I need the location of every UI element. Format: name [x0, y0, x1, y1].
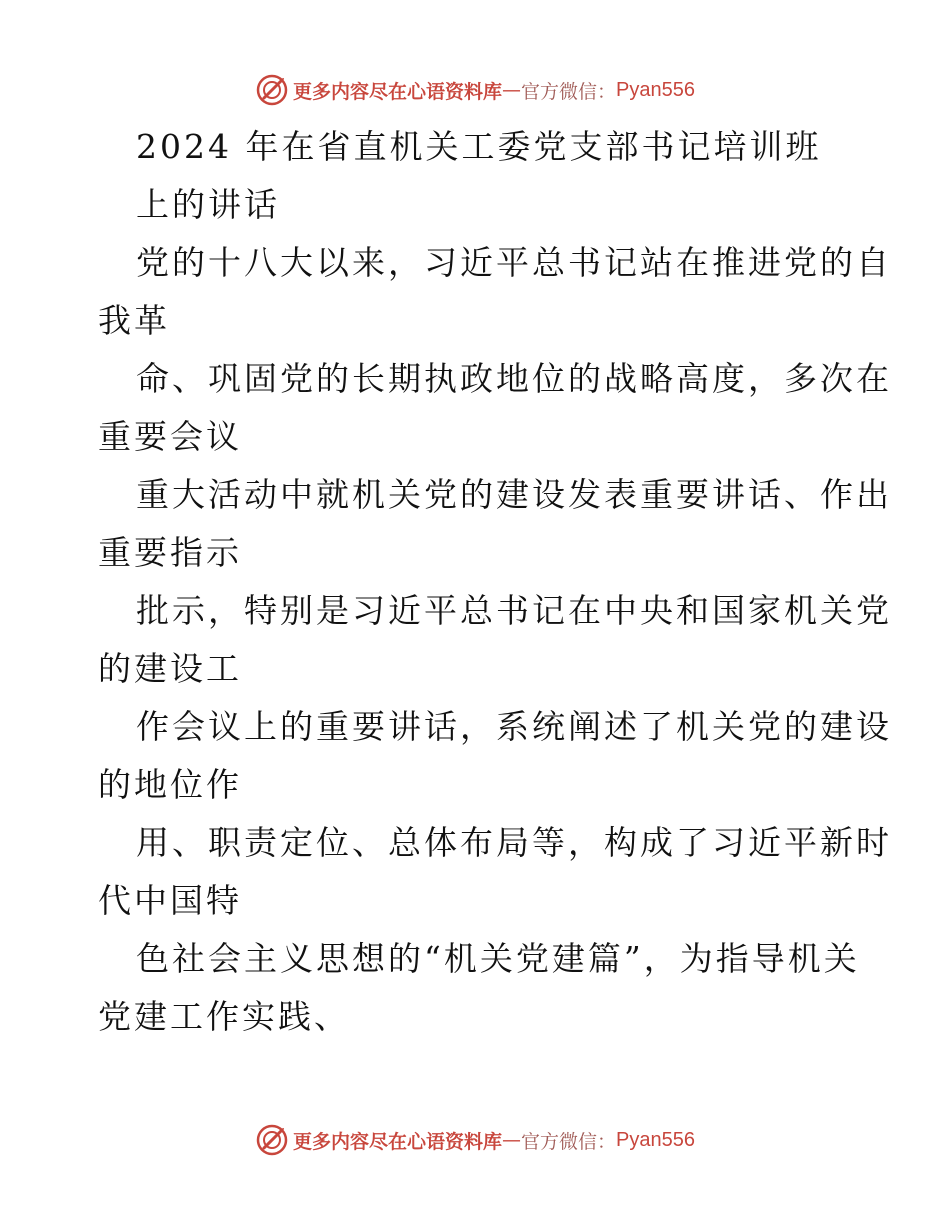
paragraph-line: 党建工作实践、: [98, 997, 350, 1036]
paragraph-line: 的建设工: [98, 649, 242, 688]
watermark-wechat-label: 官方微信：: [521, 1130, 617, 1153]
watermark-site-text: 更多内容尽在心语资料库: [293, 1130, 503, 1153]
logo-icon: [255, 1123, 289, 1157]
paragraph-line: 色社会主义思想的“机关党建篇”，为指导机关: [136, 939, 860, 978]
document-body: [98, 118, 892, 1046]
header-watermark: [0, 70, 950, 110]
paragraph-line: 代中国特: [98, 881, 242, 920]
watermark-dash: —: [502, 1129, 522, 1151]
logo-icon: [255, 73, 289, 107]
footer-watermark: [0, 1120, 950, 1160]
paragraph-line: 批示，特别是习近平总书记在中央和国家机关党: [136, 591, 892, 630]
paragraph-line: 重要会议: [98, 417, 242, 456]
watermark-wechat-id: Pyan556: [616, 78, 695, 101]
paragraph-line: 党的十八大以来，习近平总书记站在推进党的自: [136, 243, 892, 282]
paragraph-line: 用、职责定位、总体布局等，构成了习近平新时: [136, 823, 892, 862]
paragraph-line: 重大活动中就机关党的建设发表重要讲话、作出: [136, 475, 892, 514]
paragraph-line: 我革: [98, 301, 170, 340]
title-line-2: 上的讲话: [136, 185, 280, 224]
paragraph-line: 命、巩固党的长期执政地位的战略高度，多次在: [136, 359, 892, 398]
paragraph-line: 的地位作: [98, 765, 242, 804]
watermark-site-text: 更多内容尽在心语资料库: [293, 80, 503, 103]
watermark-dash: —: [502, 79, 522, 101]
paragraph-line: 作会议上的重要讲话，系统阐述了机关党的建设: [136, 707, 892, 746]
watermark-wechat-label: 官方微信：: [521, 80, 617, 103]
watermark-wechat-id: Pyan556: [616, 1128, 695, 1151]
paragraph-line: 重要指示: [98, 533, 242, 572]
title-line-1: 2024 年在省直机关工委党支部书记培训班: [136, 127, 822, 166]
